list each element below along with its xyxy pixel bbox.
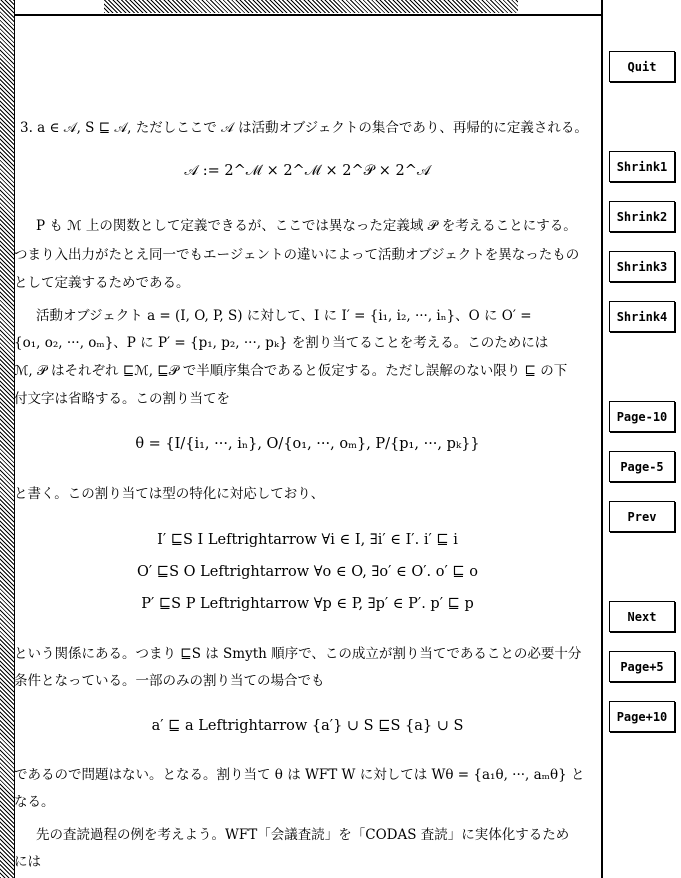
- shrink2-button[interactable]: Shrink2: [609, 201, 675, 232]
- equation-theta: θ = {I/{i₁, ···, iₙ}, O/{o₁, ···, oₘ}, P/{p₁, ···, pₖ}}: [135, 436, 480, 452]
- paragraph-line: には: [14, 854, 41, 870]
- quit-button[interactable]: Quit: [609, 51, 675, 82]
- next-button[interactable]: Next: [609, 601, 675, 632]
- page-minus-5-button[interactable]: Page-5: [609, 451, 675, 482]
- paragraph-line: なる。: [14, 794, 55, 810]
- document-view: [14, 16, 601, 878]
- paragraph-line: 付文字は省略する。この割り当てを: [14, 391, 230, 407]
- paragraph-line: 先の査読過程の例を考えよう。WFT「会議査読」を「CODAS 査読」に実体化するため: [36, 827, 570, 843]
- shrink1-button[interactable]: Shrink1: [609, 151, 675, 182]
- paragraph-line: 条件となっている。一部のみの割り当ての場合でも: [14, 673, 325, 689]
- vertical-scrollbar[interactable]: [0, 0, 15, 878]
- paragraph-line: P も ℳ 上の関数として定義できるが、ここでは異なった定義域 𝒫 を考えることにする。: [36, 218, 577, 234]
- paragraph-line: 活動オブジェクト a = (I, O, P, S) に対して、I に I′ = {i₁, i₂, ···, iₙ}、O に O′ =: [36, 308, 532, 324]
- equation-o-order: O′ ⊑S O Leftrightarrow ∀o ∈ O, ∃o′ ∈ O′. o′ ⊑ o: [137, 564, 478, 580]
- horizontal-scrollbar[interactable]: [104, 0, 518, 13]
- paragraph-line: ℳ, 𝒫 はそれぞれ ⊑ℳ, ⊑𝒫 で半順序集合であると仮定する。ただし誤解のない限り ⊑ の下: [14, 363, 568, 379]
- paragraph-line: {o₁, o₂, ···, oₘ}、P に P′ = {p₁, p₂, ···, pₖ} を割り当てることを考える。このためには: [14, 335, 549, 351]
- paragraph-line: であるので問題はない。となる。割り当て θ は WFT W に対しては Wθ = {a₁θ, ···, aₘθ} と: [14, 767, 585, 783]
- paragraph-line: として定義するためである。: [14, 275, 190, 291]
- equation-p-order: P′ ⊑S P Leftrightarrow ∀p ∈ P, ∃p′ ∈ P′. p′ ⊑ p: [141, 596, 474, 612]
- equation-a-definition: 𝒜 := 2^ℳ × 2^ℳ × 2^𝒫 × 2^𝒜: [184, 163, 431, 179]
- paragraph-item-3: 3. a ∈ 𝒜, S ⊑ 𝒜, ただしここで 𝒜 は活動オブジェクトの集合であり、再帰的に定義される。: [20, 120, 588, 136]
- right-border: [601, 0, 603, 878]
- prev-button[interactable]: Prev: [609, 501, 675, 532]
- shrink4-button[interactable]: Shrink4: [609, 301, 675, 332]
- page-plus-10-button[interactable]: Page+10: [609, 701, 675, 732]
- page-minus-10-button[interactable]: Page-10: [609, 401, 675, 432]
- page-plus-5-button[interactable]: Page+5: [609, 651, 675, 682]
- paragraph-line: という関係にある。つまり ⊑S は Smyth 順序で、この成立が割り当てであることの必要十分: [14, 646, 582, 662]
- equation-a-order: a′ ⊑ a Leftrightarrow {a′} ∪ S ⊑S {a} ∪ S: [151, 718, 464, 734]
- equation-i-order: I′ ⊑S I Leftrightarrow ∀i ∈ I, ∃i′ ∈ I′. i′ ⊑ i: [157, 532, 458, 548]
- paragraph-line: と書く。この割り当ては型の特化に対応しており、: [14, 486, 325, 502]
- paragraph-line: つまり入出力がたとえ同一でもエージェントの違いによって活動オブジェクトを異なったもの: [14, 247, 580, 263]
- shrink3-button[interactable]: Shrink3: [609, 251, 675, 282]
